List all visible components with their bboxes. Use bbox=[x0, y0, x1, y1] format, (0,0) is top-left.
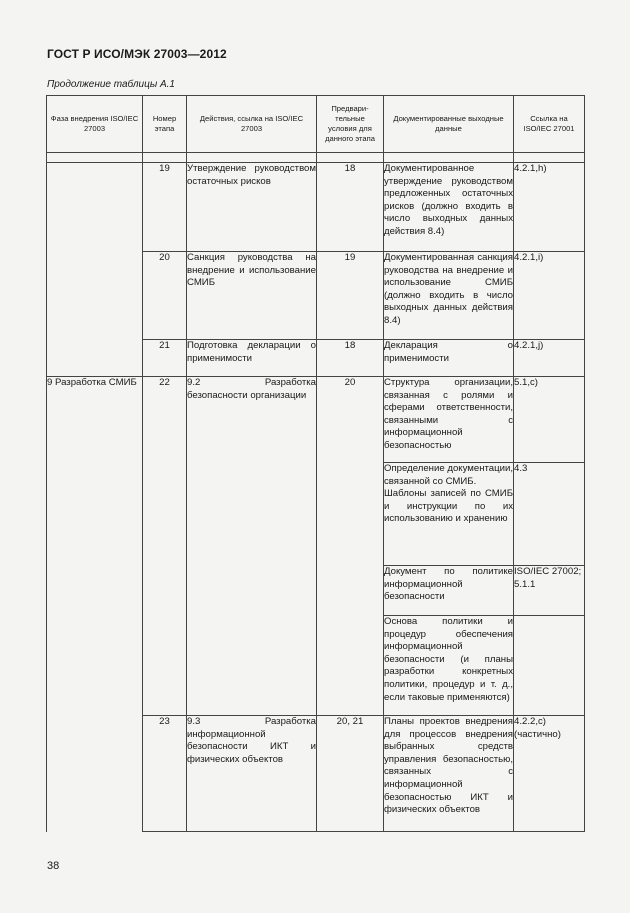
step-number: 21 bbox=[143, 340, 187, 377]
document-title: ГОСТ Р ИСО/МЭК 27003—2012 bbox=[47, 47, 227, 61]
output-cell: Документ по политике информационной безопасности bbox=[384, 566, 514, 616]
prereq-cell: 20, 21 bbox=[317, 716, 384, 832]
prereq-cell: 19 bbox=[317, 252, 384, 340]
header-actions: Действия, ссылка на ISO/IEC 27003 bbox=[187, 96, 317, 153]
action-cell: Санкция руководства на внедрение и использование СМИБ bbox=[187, 252, 317, 340]
header-outputs: Документированные выходные данные bbox=[384, 96, 514, 153]
output-cell: Документированная санкция руководства на внедрение и использование СМИБ (должно входить в число выходных данных действия 8.4) bbox=[384, 252, 514, 340]
ref-cell bbox=[514, 616, 585, 716]
step-number: 19 bbox=[143, 163, 187, 252]
ref-cell: 4.2.2,c) (частично) bbox=[514, 716, 585, 832]
output-line: Шаблоны записей по СМИБ и инструкции по их использованию и хранению bbox=[384, 488, 513, 525]
ref-cell: 4.2.1,h) bbox=[514, 163, 585, 252]
output-cell: Планы проектов внедрения для процессов внедрения выбранных средств управления безопасностью, связанных с информационной безопасностью ИКТ и физических объектов bbox=[384, 716, 514, 832]
ref-cell: 4.2.1,i) bbox=[514, 252, 585, 340]
ref-cell: ISO/IEC 27002; 5.1.1 bbox=[514, 566, 585, 616]
table-row bbox=[47, 163, 585, 252]
output-cell: Документированное утверждение руководством предложенных остаточных рисков (должно входить в число выходных данных действия 8.4) bbox=[384, 163, 514, 252]
phases-table bbox=[46, 95, 585, 832]
step-number: 20 bbox=[143, 252, 187, 340]
output-cell: Декларация о применимости bbox=[384, 340, 514, 377]
output-cell: Структура организации, связанная с ролями и сферами ответственности, связанными с информационной безопасностью bbox=[384, 377, 514, 463]
header-step: Номер этапа bbox=[143, 96, 187, 153]
page-number: 38 bbox=[47, 860, 60, 872]
action-cell: 9.3 Разработка информационной безопасности ИКТ и физических объектов bbox=[187, 716, 317, 832]
step-number: 23 bbox=[143, 716, 187, 832]
phase-cell: 9 Разработка СМИБ bbox=[47, 377, 143, 832]
ref-cell: 4.3 bbox=[514, 463, 585, 566]
output-cell bbox=[384, 463, 514, 566]
header-ref: Ссылка на ISO/IEC 27001 bbox=[514, 96, 585, 153]
step-number: 22 bbox=[143, 377, 187, 716]
header-prereq: Предвари-тельные условия для данного этапа bbox=[317, 96, 384, 153]
table-header-row bbox=[47, 96, 585, 153]
ref-cell: 5.1,c) bbox=[514, 377, 585, 463]
action-cell: 9.2 Разработка безопасности организации bbox=[187, 377, 317, 716]
output-line: Определение документации, связанной со СМИБ. bbox=[384, 463, 513, 487]
prereq-cell: 18 bbox=[317, 340, 384, 377]
header-gap-row bbox=[47, 153, 585, 163]
header-phase: Фаза внедрения ISO/IEC 27003 bbox=[47, 96, 143, 153]
prereq-cell: 18 bbox=[317, 163, 384, 252]
action-cell: Утверждение руководством остаточных рисков bbox=[187, 163, 317, 252]
output-cell: Основа политики и процедур обеспечения информационной безопасности (и планы разработки конкретных политики, процедур и т. д., если таковые применяются) bbox=[384, 616, 514, 716]
prereq-cell: 20 bbox=[317, 377, 384, 716]
phase-cell-empty bbox=[47, 163, 143, 377]
action-cell: Подготовка декларации о применимости bbox=[187, 340, 317, 377]
table-continuation-caption: Продолжение таблицы А.1 bbox=[47, 79, 175, 90]
ref-cell: 4.2.1,j) bbox=[514, 340, 585, 377]
table-row bbox=[47, 377, 585, 463]
